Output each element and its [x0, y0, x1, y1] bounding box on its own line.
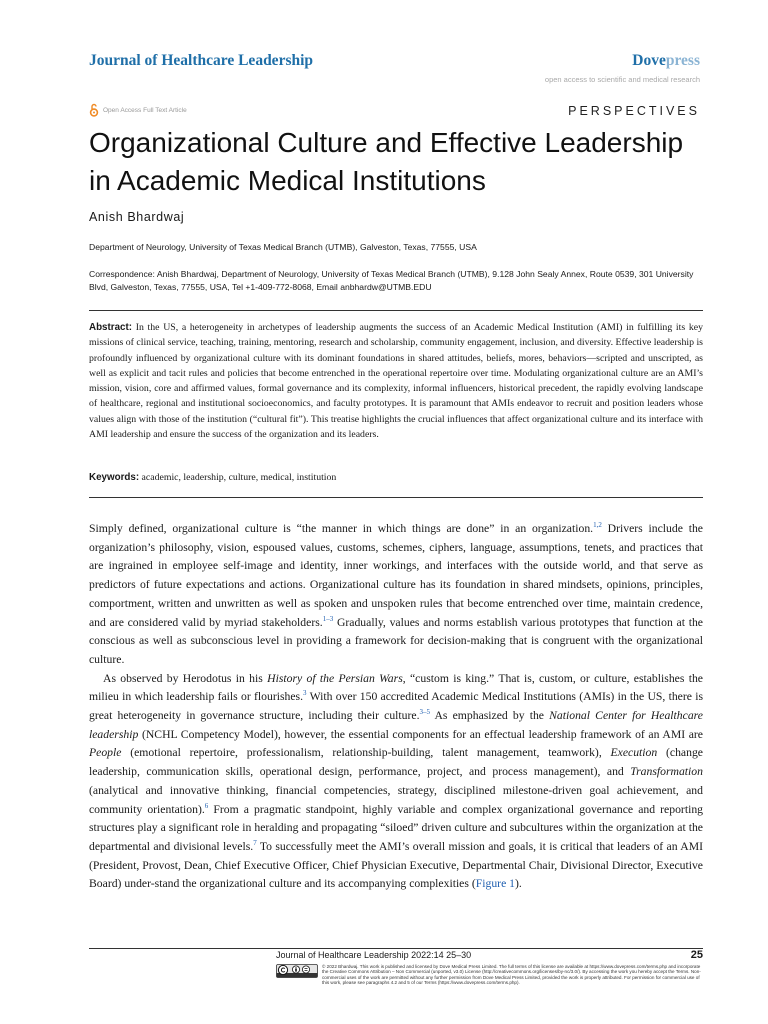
body-text-span: Simply defined, organizational culture is “the manner in which things are done” in an organization.: [89, 522, 594, 535]
body-text-span: With over 150 accredited Academic Medical Institutions (AMIs) in the US, there is great heterogeneity in governance structure, including their culture.: [89, 690, 704, 723]
term-people: People: [89, 746, 122, 760]
body-text-span: (emotional repertoire, professionalism, relationship-building, talent management, teamwork),: [121, 746, 611, 760]
abstract: [89, 320, 703, 442]
body-paragraph: [89, 520, 703, 670]
abstract-text: In the US, a heterogeneity in archetypes of leadership augments the success of an Academic Medical Institution (AMI) in fulfilling its key missions of clinical service, teaching, training, mentoring, research and scholarship, community engagement, inclusion, and diversity. Effective leadership is profoundly influenced by organizational culture with its dominant foundations in shared attitudes, beliefs, mores, behaviors—scripted and unscripted, as well as explicit and tacit rules and policies that become entrenched in the operational repertoire over time. Modulating organizational culture are an AMI’s mission, vision, core and affirmed values, formal governance and its complexity, informal influencers, historical precedent, the rapidly evolving landscape of healthcare, regional and institutional socioeconomics, and faculty prototypes. It is paramount that AMIs endeavor to recruit and position leaders whose values align with those of the institution (“cultural fit”). This treatise highlights the crucial influences that affect organizational culture and its interface with AMI leadership and ensure the success of the organization and its leaders.: [89, 322, 703, 441]
abstract-bottom-divider: [89, 497, 703, 498]
keywords-label: Keywords:: [89, 472, 140, 483]
publisher-dove: Dove: [632, 52, 666, 69]
body-text-span: To successfully meet the AMI’s overall mission and goals, it is critical that leaders of an AMI (President, Provost, Dean, Chief Executive Officer, Chief Physician Executive, Departmental Chair, Divisional Director, Executive Board) under-stand the organizational culture and its accompanying complexities (: [89, 839, 703, 891]
body-text-span: ).: [515, 877, 522, 891]
reference-link[interactable]: 3: [303, 689, 307, 698]
abstract-top-divider: [89, 310, 703, 311]
body-text-span: (NCHL Competency Model), however, the essential components for an effectual leadership framework of an AMI are: [138, 727, 703, 741]
figure-link[interactable]: Figure 1: [475, 877, 516, 891]
publisher-press: press: [665, 52, 700, 69]
page-number: 25: [690, 949, 703, 961]
body-text-span: As emphasized by the: [430, 709, 550, 723]
body-text-span: From a pragmatic standpoint, highly variable and complex organizational governance and reporting structures play a significant role in heralding and propagating “siloed” driven culture and subcultures within the organization at the departmental and divisional levels.: [89, 802, 704, 853]
body-text-span: , “custom is king.” That is, custom, or culture, establishes the milieu in which leadership fails or flourishes.: [89, 671, 703, 704]
term-transformation: Transformation: [630, 765, 703, 779]
reference-link[interactable]: 6: [204, 801, 209, 810]
license-block: [276, 964, 703, 986]
reference-link[interactable]: 7: [253, 839, 257, 848]
keywords-text: academic, leadership, culture, medical, institution: [141, 472, 337, 483]
article-body: [89, 520, 703, 894]
license-text: © 2022 Bhardwaj. This work is published and licensed by Dove Medical Press Limited. The full terms of this license are available at https://www.dovepress.com/terms.php and incorporate the Creative Commons Attribution – Non Commercial (unported, v3.0) License (http://creativecommons.org/licenses/by-nc/3.0/). By accessing the work you hereby accept the Terms. Non-commercial uses of the work are permitted without any further permission from Dove Medical Press Limited, provided the work is properly attributed. For permission for commercial use of this work, please see paragraphs 4.2 and 5 of our Terms (https://www.dovepress.com/terms.php).: [322, 964, 701, 986]
keywords: [89, 472, 703, 483]
body-text-span: Drivers include the organization’s philosophy, vision, espoused values, customs, schemes, ciphers, language, assumptions, tenets, and practices that are ingrained in employee self-image and identity, inner workings, and interfaces with the outside world, and that serve as predictors of future expectations and actions. Organizational culture has its foundation in shared mindsets, opinions, principles, comportment, written and unwritten as well as spoken and unspoken rules that become entrenched over time, maintain credence, and are considered valid by myriad stakeholders.: [89, 522, 703, 629]
author-name[interactable]: Anish Bhardwaj: [89, 210, 185, 224]
term-execution: Execution: [610, 746, 658, 760]
publisher-tagline: open access to scientific and medical research: [544, 75, 700, 84]
publisher-logo[interactable]: [632, 52, 700, 70]
abstract-label: Abstract:: [89, 322, 133, 333]
body-paragraph: [89, 670, 703, 894]
reference-link[interactable]: 1–3: [322, 614, 334, 623]
organization-name: National Center for Healthcare leadership: [89, 709, 703, 741]
open-access-label: Open Access Full Text Article: [103, 106, 187, 114]
open-access-lock-icon: [89, 103, 99, 117]
section-label: PERSPECTIVES: [568, 104, 700, 118]
footer-citation: Journal of Healthcare Leadership 2022:14 25–30: [276, 950, 472, 960]
reference-link[interactable]: 1,2: [593, 521, 602, 530]
article-title: Organizational Culture and Effective Leadership in Academic Medical Institutions: [89, 127, 684, 196]
body-text-span: (change leadership, communication skills, operational design, performance, project, and process management), and: [89, 746, 703, 779]
correspondence: Correspondence: Anish Bhardwaj, Department of Neurology, University of Texas Medical Branch (UTMB), 9.128 John Sealy Annex, Route 0539, 301 University Blvd, Galveston, Texas, 77555, USA, Tel +1-409-772-8068, Email anbhardw@UTMB.EDU: [89, 269, 694, 292]
creative-commons-by-nc-icon[interactable]: [276, 964, 318, 978]
journal-title[interactable]: Journal of Healthcare Leadership: [89, 52, 314, 69]
body-text-span: Gradually, values and norms establish various prototypes that function at the conscious as well as subconscious level in providing a framework for decision-making that is congruent with the organizational culture.: [89, 615, 703, 666]
footer-divider: [89, 948, 703, 949]
body-text-span: As observed by Herodotus in his: [103, 671, 268, 685]
reference-link[interactable]: 3–5: [419, 708, 431, 717]
open-access-badge: [89, 103, 187, 117]
author-affiliation: Department of Neurology, University of Texas Medical Branch (UTMB), Galveston, Texas, 77555, USA: [89, 242, 477, 252]
book-title: History of the Persian Wars: [267, 671, 403, 685]
body-text-span: (analytical and innovative thinking, financial competencies, strategy, disciplined milestone-driven goal achievement, and community orientation).: [89, 783, 703, 816]
